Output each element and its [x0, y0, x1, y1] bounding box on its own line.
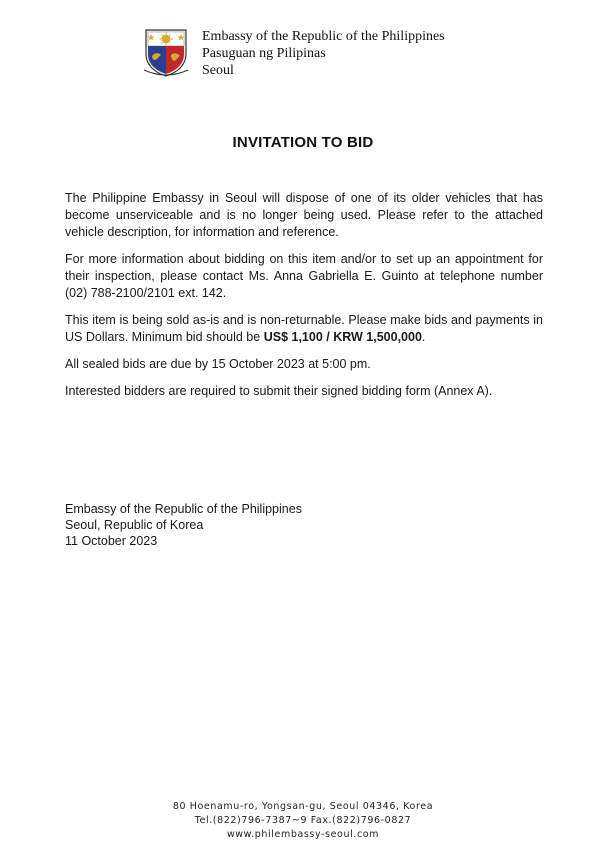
embassy-name-filipino: Pasuguan ng Pilipinas — [202, 46, 326, 61]
document-body — [65, 190, 543, 410]
embassy-name: Embassy of the Republic of the Philippines — [202, 29, 445, 44]
paragraph-terms — [65, 312, 543, 346]
footer — [0, 800, 606, 842]
signature-date: 11 October 2023 — [65, 534, 158, 548]
letterhead-text — [202, 28, 445, 79]
footer-phone-fax: Tel.(822)796-7387~9 Fax.(822)796-0827 — [194, 815, 412, 826]
embassy-city: Seoul — [202, 63, 234, 78]
paragraph-disposal: The Philippine Embassy in Seoul will dispose of one of its older vehicles that has become unserviceable and is no longer being used. Please refer to the attached vehicle description, for information and reference. — [65, 191, 543, 239]
coat-of-arms-seal-icon — [140, 26, 192, 78]
signature-embassy: Embassy of the Republic of the Philippines — [65, 502, 302, 516]
footer-address: 80 Hoenamu-ro, Yongsan-gu, Seoul 04346, Korea — [172, 801, 434, 812]
document-title: INVITATION TO BID — [232, 134, 374, 151]
paragraph-contact: For more information about bidding on this item and/or to set up an appointment for their inspection, please contact Ms. Anna Gabriella E. Guinto at telephone number (02) 788-2100/2101 ext. 142. — [65, 252, 543, 300]
letterhead — [140, 26, 520, 86]
paragraph-deadline: All sealed bids are due by 15 October 2023 at 5:00 pm. — [65, 357, 371, 371]
signature-location: Seoul, Republic of Korea — [65, 518, 204, 532]
signature-block — [65, 501, 302, 549]
terms-text: This item is being sold as-is and is non-returnable. Please make bids and payments in US Dollars. Minimum bid should be — [65, 313, 543, 344]
minimum-bid-amount: US$ 1,100 / KRW 1,500,000 — [263, 330, 422, 344]
footer-website: www.philembassy-seoul.com — [226, 829, 380, 840]
paragraph-bidding-form: Interested bidders are required to submit their signed bidding form (Annex A). — [65, 384, 493, 398]
terms-period: . — [421, 330, 426, 344]
